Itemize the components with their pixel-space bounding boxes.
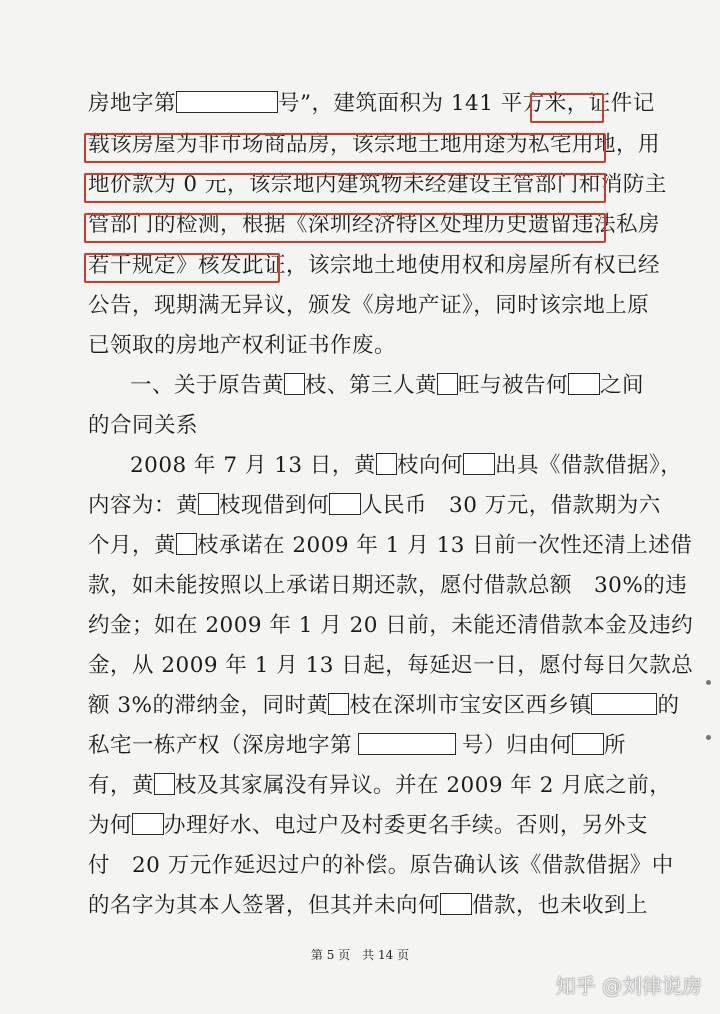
text-line: 管部门的检测，根据《深圳经济特区处理历史遗留违法私房: [88, 212, 661, 237]
text-segment: 所: [604, 733, 627, 758]
text-segment: 借款，也未收到上: [472, 893, 649, 918]
text-segment: 2008 年 7 月 13 日，黄: [130, 453, 376, 478]
text-segment: 证件记: [588, 91, 655, 116]
redaction-box: [591, 693, 657, 715]
page-footer: 第 5 页 共 14 页: [310, 948, 410, 962]
text-segment: 人民币 30 万元，借款期为六: [361, 493, 661, 518]
text-segment: 房地字第: [88, 91, 177, 116]
text-line: [88, 812, 649, 840]
text-segment: 有，黄: [88, 773, 155, 798]
text-line: [88, 892, 649, 920]
text-segment: 枝承诺在 2009 年 1 月 13 日前一次性还清上述借: [197, 533, 693, 558]
text-segment: 枝在深圳市宝安区西乡镇: [349, 693, 592, 718]
highlight-box: [84, 132, 661, 163]
text-segment: 的名字为其本人签署，但其并未向何: [88, 893, 441, 918]
text-segment: 之间: [600, 373, 645, 398]
text-line: [88, 732, 627, 760]
text-line: 的合同关系: [88, 413, 199, 438]
text-segment: 内容为：黄: [88, 493, 199, 518]
watermark: 知乎 @刘律说房: [555, 974, 702, 998]
text-line: [88, 532, 693, 560]
redaction-box: [463, 453, 495, 475]
text-segment: 若干规定》核发此证，: [88, 253, 309, 278]
text-segment: 枝现借到何: [219, 493, 330, 518]
text-segment: 号”，建筑面积为 141 平方米，: [278, 91, 589, 116]
redaction-box: [176, 533, 197, 555]
text-segment: 的: [657, 693, 680, 718]
redaction-box: [154, 773, 175, 795]
text-line: 公告，现期满无异议，颁发《房地产证》，同时该宗地上原: [88, 293, 650, 318]
text-line: 地价款为 0 元，该宗地内建筑物未经建设主管部门和消防主: [88, 172, 667, 197]
scan-mark: [706, 735, 711, 740]
redaction-box: [176, 91, 278, 113]
text-segment: 个月，黄: [88, 533, 177, 558]
redaction-box: [284, 373, 305, 395]
text-segment: 号）归由何: [462, 733, 573, 758]
redaction-box: [198, 493, 219, 515]
text-segment: 额 3%的滞纳金，同时黄: [88, 693, 329, 718]
text-line: [130, 452, 683, 480]
scan-mark: [706, 680, 711, 685]
text-line: [88, 692, 680, 720]
text-segment: 枝及其家属没有异议。并在 2009 年 2 月底之前，: [175, 773, 672, 798]
redaction-box: [328, 693, 349, 715]
text-line: [88, 772, 672, 800]
text-segment: 该宗地土地使用权和房屋所有权已经: [308, 253, 661, 278]
text-line: 金，从 2009 年 1 月 13 日起，每延迟一日，愿付每日欠款总: [88, 653, 694, 678]
redaction-box: [358, 733, 456, 755]
highlight-box: [530, 93, 604, 123]
redaction-box: [572, 733, 604, 755]
text-line: [88, 492, 661, 520]
text-line: 约金；如在 2009 年 1 月 20 日前，未能还清借款本金及违约: [88, 613, 694, 638]
text-segment: 一、关于原告黄: [130, 373, 285, 398]
text-line: 载该房屋为非市场商品房，该宗地土地用途为私宅用地，用: [88, 132, 661, 157]
text-segment: 办理好水、电过户及村委更名手续。否则，另外支: [164, 813, 649, 838]
highlight-box: [84, 253, 280, 283]
text-segment: 旺与被告何: [458, 373, 569, 398]
highlight-box: [84, 172, 667, 203]
text-line: 已领取的房地产权利证书作废。: [88, 333, 397, 358]
redaction-box: [376, 453, 397, 475]
redaction-box: [568, 373, 600, 395]
redaction-box: [132, 813, 164, 835]
text-segment: 出具《借款借据》，: [494, 453, 683, 478]
text-segment: 枝向何: [396, 453, 463, 478]
text-line: 款，如未能按照以上承诺日期还款，愿付借款总额 30%的违: [88, 573, 688, 598]
section-heading: [130, 372, 650, 400]
highlight-box: [84, 212, 661, 243]
text-segment: 为何: [88, 813, 133, 838]
redaction-box: [329, 493, 361, 515]
text-line: 付 20 万元作延迟过户的补偿。原告确认该《借款借据》中: [88, 853, 674, 878]
redaction-box: [437, 373, 458, 395]
redaction-box: [440, 893, 472, 915]
text-segment: 私宅一栋产权（深房地字第: [88, 733, 353, 758]
text-segment: 枝、第三人黄: [305, 373, 438, 398]
